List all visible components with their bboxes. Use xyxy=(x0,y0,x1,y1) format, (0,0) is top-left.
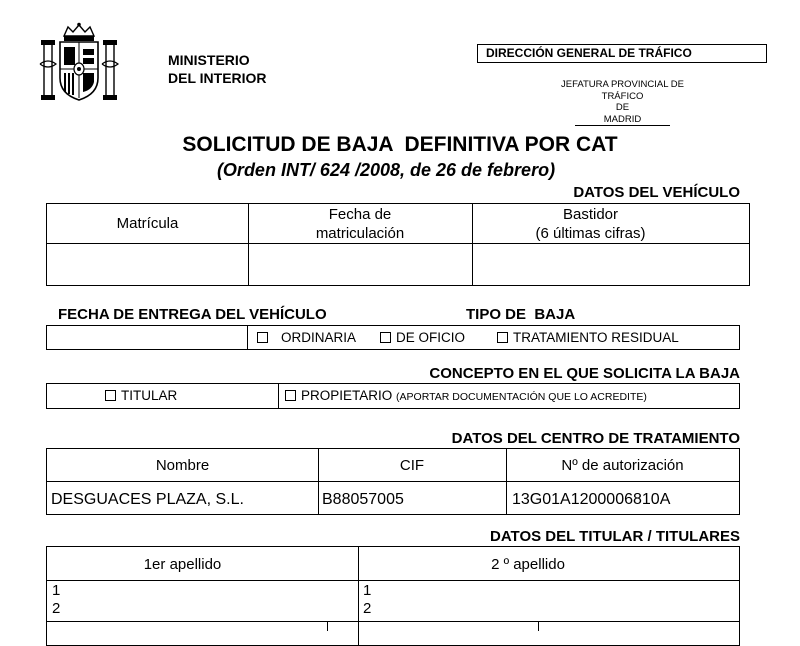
option-titular-label: TITULAR xyxy=(121,388,178,403)
holders-section-title: DATOS DEL TITULAR / TITULARES xyxy=(490,528,740,545)
jefatura-line-1: JEFATURA PROVINCIAL DE xyxy=(561,79,684,90)
vehicle-col-vin-line-2: (6 últimas cifras) xyxy=(535,225,646,242)
center-name-value: DESGUACES PLAZA, S.L. xyxy=(51,491,244,508)
vehicle-col-plate: Matrícula xyxy=(116,215,179,232)
center-cif-value: B88057005 xyxy=(322,491,404,508)
vehicle-col-date-line-1: Fecha de xyxy=(328,206,392,223)
delivery-table xyxy=(46,325,740,350)
form-title: SOLICITUD DE BAJA DEFINITIVA POR CAT xyxy=(182,133,618,156)
center-header-name: Nombre xyxy=(155,457,210,474)
holder-row-2-label: 2 xyxy=(52,600,61,617)
holders-next-row-divider-2 xyxy=(538,621,539,631)
holders-next-row-divider-1 xyxy=(327,621,328,631)
dgt-label: DIRECCIÓN GENERAL DE TRÁFICO xyxy=(486,46,692,60)
option-tratamiento-residual[interactable] xyxy=(497,330,679,345)
checkbox-propietario[interactable] xyxy=(285,390,296,401)
concept-section-title: CONCEPTO EN EL QUE SOLICITA LA BAJA xyxy=(429,365,740,382)
option-ordinaria-label: ORDINARIA xyxy=(281,330,357,345)
option-propietario-label: PROPIETARIO xyxy=(301,388,393,403)
vehicle-col-date xyxy=(248,205,472,243)
vehicle-col-vin xyxy=(472,205,709,243)
option-titular[interactable] xyxy=(105,388,177,403)
holders-table xyxy=(46,546,740,646)
vehicle-section-title: DATOS DEL VEHÍCULO xyxy=(573,184,740,201)
ministry-line-2: DEL INTERIOR xyxy=(168,70,267,86)
jefatura-line-3: DE xyxy=(615,102,630,113)
jefatura-block xyxy=(545,79,700,126)
checkbox-de-oficio[interactable] xyxy=(380,332,391,343)
delivery-date-label: FECHA DE ENTREGA DEL VEHÍCULO xyxy=(58,306,327,323)
option-ordinaria[interactable] xyxy=(257,330,356,345)
holder-rows-left[interactable] xyxy=(52,582,60,618)
option-de-oficio[interactable] xyxy=(380,330,465,345)
center-header-auth: Nº de autorización xyxy=(561,457,684,474)
propietario-note: (APORTAR DOCUMENTACIÓN QUE LO ACREDITE) xyxy=(396,391,647,403)
holders-header-surname1: 1er apellido xyxy=(143,556,222,573)
form-subtitle: (Orden INT/ 624 /2008, de 26 de febrero) xyxy=(216,160,556,180)
jefatura-city: MADRID xyxy=(575,114,670,127)
vin-input[interactable] xyxy=(473,244,749,285)
ministry-line-1: MINISTERIO xyxy=(168,52,250,68)
center-section-title: DATOS DEL CENTRO DE TRATAMIENTO xyxy=(451,430,740,447)
holders-next-row-line xyxy=(46,621,740,622)
vehicle-col-vin-line-1: Bastidor xyxy=(562,206,619,223)
option-propietario[interactable] xyxy=(285,388,647,403)
holder-row-1-label: 1 xyxy=(52,582,61,599)
checkbox-tratamiento-residual[interactable] xyxy=(497,332,508,343)
registration-date-input[interactable] xyxy=(249,244,472,285)
center-auth-value: 13G01A1200006810A xyxy=(512,491,671,508)
holders-header-surname2: 2 º apellido xyxy=(491,556,565,573)
holder-row-2-label-2: 2 xyxy=(363,600,372,617)
option-de-oficio-label: DE OFICIO xyxy=(396,330,466,345)
plate-input[interactable] xyxy=(47,244,248,285)
checkbox-ordinaria[interactable] xyxy=(257,332,268,343)
vehicle-col-date-line-2: matriculación xyxy=(315,225,405,242)
concept-table xyxy=(46,383,740,409)
vehicle-table xyxy=(46,203,750,286)
jefatura-line-2: TRÁFICO xyxy=(601,90,644,102)
holder-rows-right[interactable] xyxy=(363,582,371,618)
checkbox-titular[interactable] xyxy=(105,390,116,401)
option-tratamiento-residual-label: TRATAMIENTO RESIDUAL xyxy=(513,330,679,345)
center-header-cif: CIF xyxy=(399,457,425,474)
holder-row-1-label-2: 1 xyxy=(363,582,372,599)
ministry-name xyxy=(168,51,267,87)
center-table xyxy=(46,448,740,515)
coat-of-arms-emblem xyxy=(38,22,120,104)
delivery-date-input[interactable] xyxy=(47,326,247,349)
baja-type-label: TIPO DE BAJA xyxy=(466,306,576,323)
dgt-header-box xyxy=(477,44,767,63)
